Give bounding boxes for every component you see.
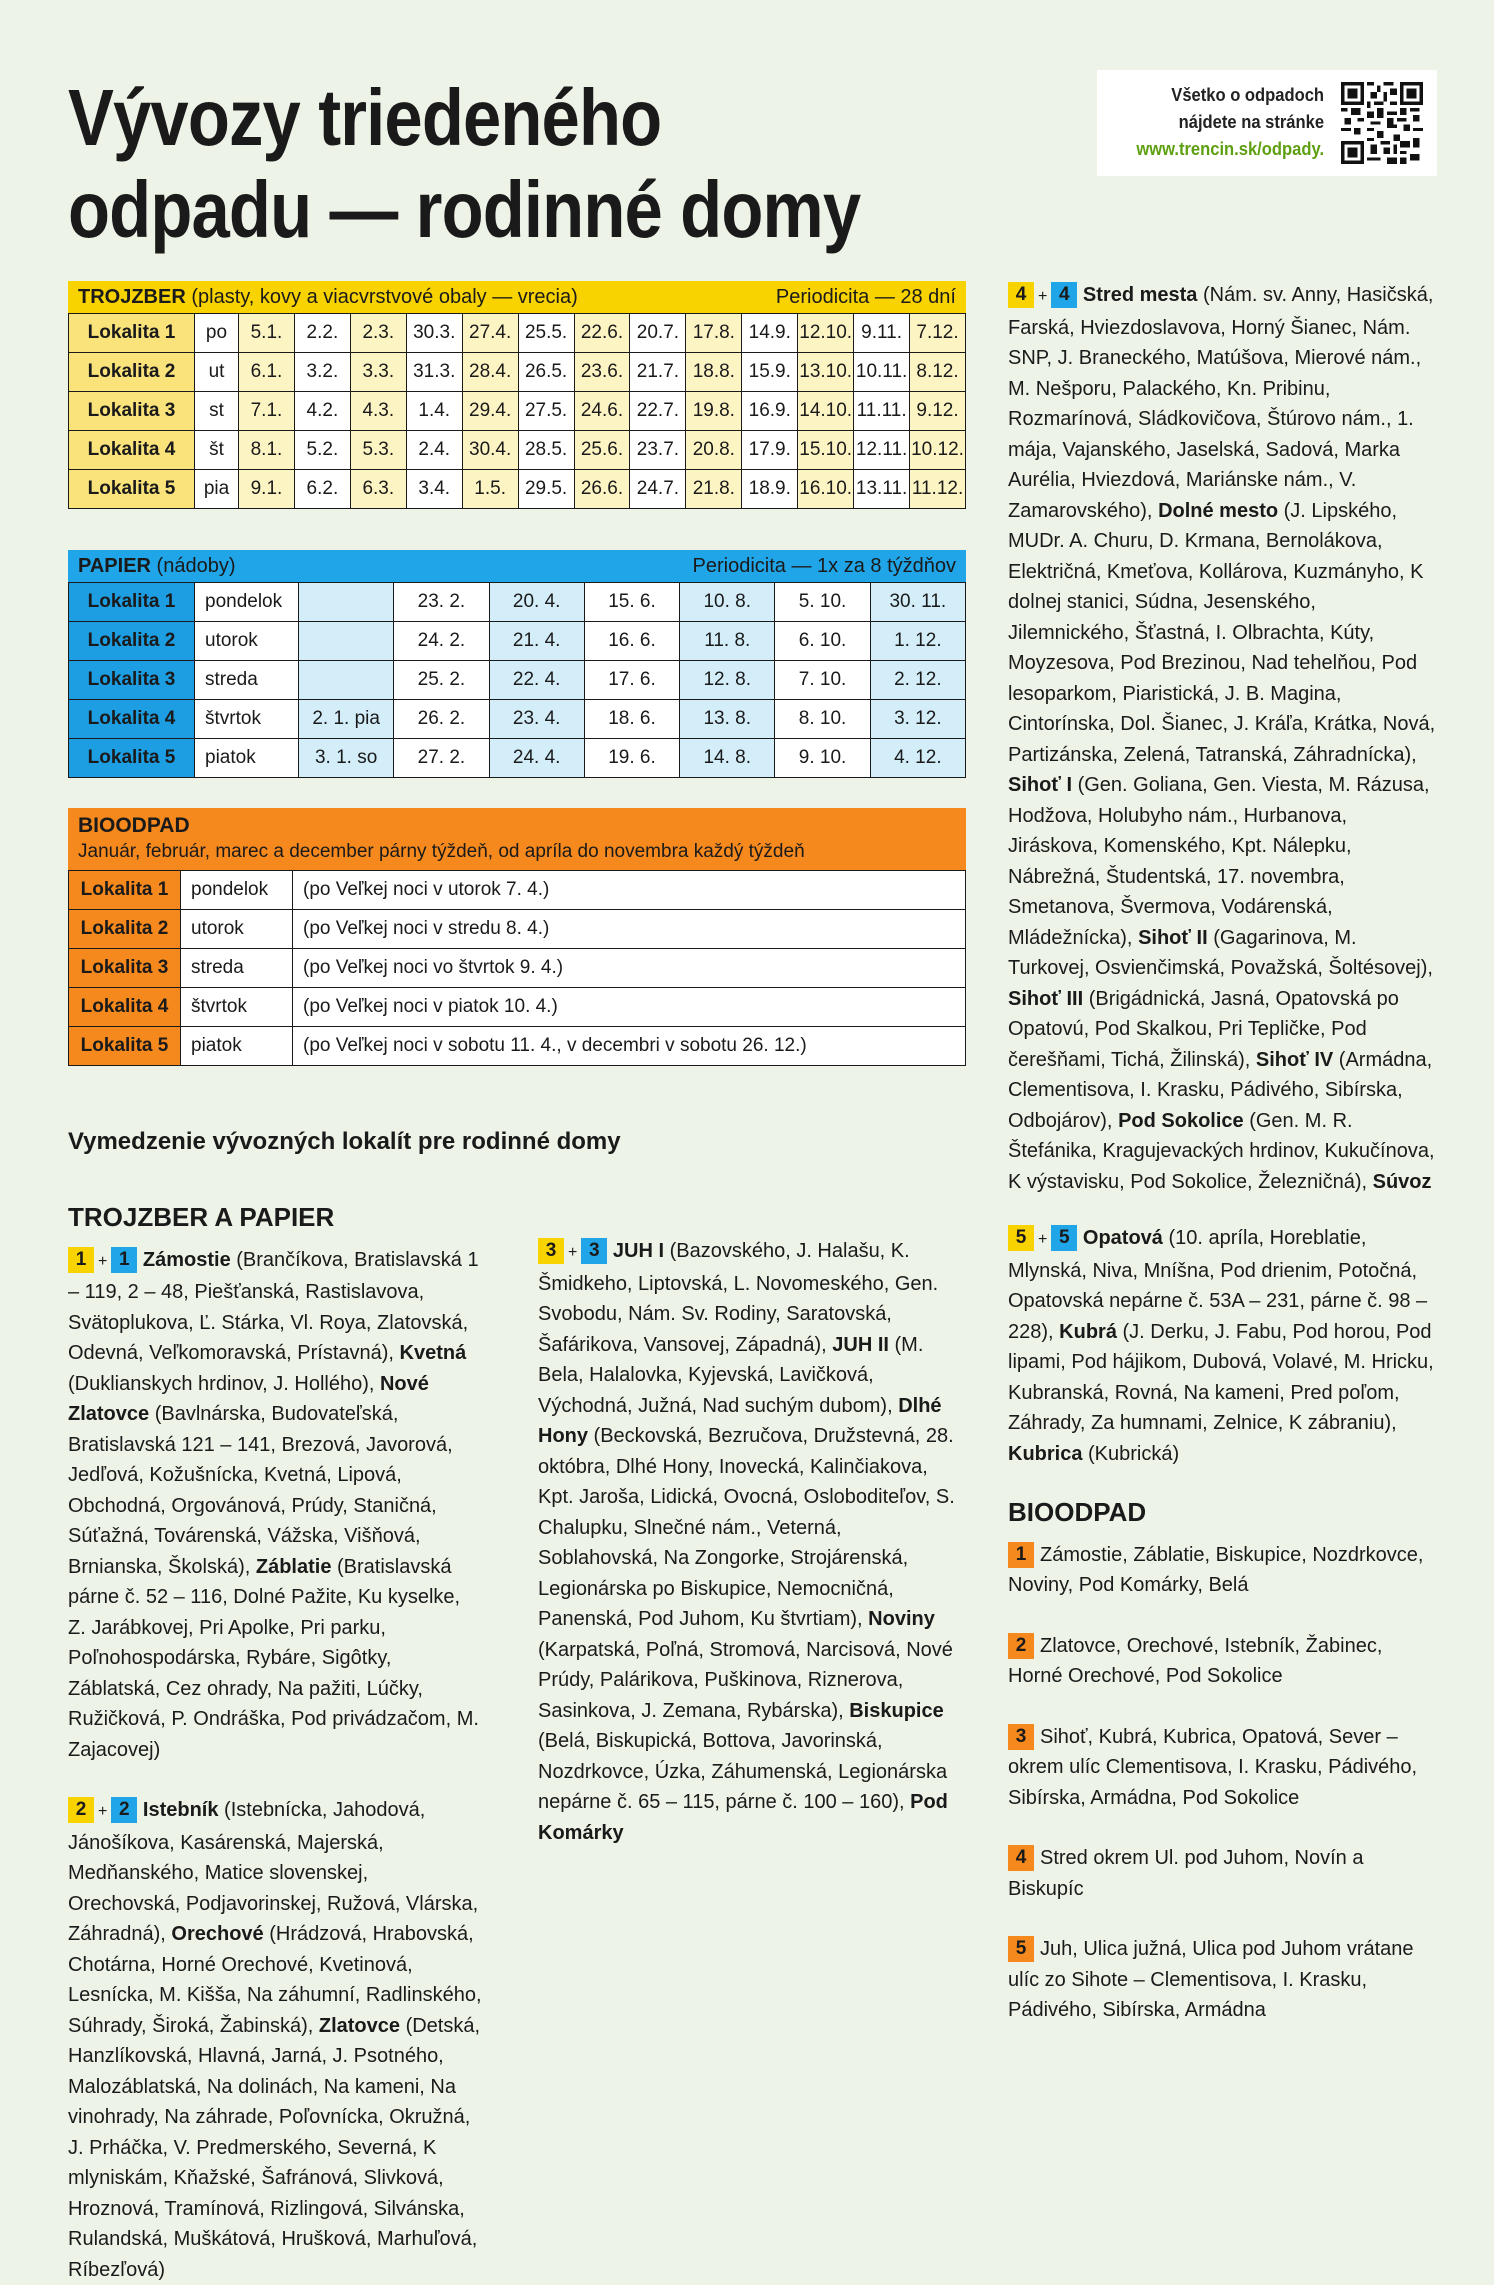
locality-label: Lokalita 4 (69, 700, 195, 739)
column-2 (538, 1236, 956, 1848)
street-list: Zámostie, Záblatie, Biskupice, Nozdrkovce, Noviny, Pod Komárky, Belá (1008, 1543, 1424, 1596)
date-cell: 12.10. (798, 314, 854, 353)
weekday-cell: štvrtok (195, 700, 299, 739)
table-row (69, 910, 966, 949)
trojzber-papier-heading: TROJZBER A PAPIER (68, 1202, 335, 1232)
weekday-cell: streda (195, 661, 299, 700)
date-cell: 6.3. (350, 470, 406, 509)
district-name: Kubrá (1059, 1320, 1117, 1343)
date-cell: 6.2. (294, 470, 350, 509)
date-cell: 23. 4. (489, 700, 584, 739)
date-cell: 15. 6. (584, 583, 679, 622)
date-cell: 15.9. (742, 353, 798, 392)
table-row (69, 739, 966, 778)
papier-table (68, 582, 966, 778)
trojzber-header (68, 281, 966, 313)
date-cell: 22.7. (630, 392, 686, 431)
district-name: Pod Sokolice (1118, 1109, 1244, 1132)
date-cell: 31.3. (406, 353, 462, 392)
weekday-cell: piatok (181, 1027, 293, 1066)
street-list: (Duklianskych hrdinov, J. Hollého), (68, 1372, 380, 1395)
district-name: Dolné mesto (1158, 499, 1279, 522)
street-list: (Bratislavská párne č. 52 – 116, Dolné Pažite, Ku kyselke, Z. Jarábkovej, Pri Apolke, Pri parku, Poľnohospodárska, Rybáre, Sigôtky, Záblatská, Cez ohrady, Na pažiti, Lúčky, Ružičková, P. Ondráška, Pod privádzačom, M. Zajacovej) (68, 1555, 479, 1761)
date-cell: 28.5. (518, 431, 574, 470)
date-cell: 4. 12. (870, 739, 965, 778)
plus-sign: + (98, 1803, 108, 1820)
date-cell: 11.12. (910, 470, 966, 509)
info-line-2: nájdete na stránke (1178, 112, 1324, 132)
title-line-2: odpadu — rodinné domy (68, 165, 861, 254)
table-row (69, 583, 966, 622)
street-list: (Bazovského, J. Halašu, K. Šmidkeho, Liptovská, L. Novomeského, Gen. Svobodu, Nám. Sv. Rodiny, Saratovská, Šafárikova, Vansovej, Západná), (538, 1240, 939, 1356)
badge-bioodpad: 5 (1008, 1936, 1034, 1962)
date-cell: 10. 8. (680, 583, 775, 622)
bioodpad-list-item (1008, 1843, 1440, 1904)
bioodpad-list-item (1008, 1631, 1440, 1692)
district-name: JUH I (612, 1240, 665, 1262)
weekday-cell: pondelok (181, 871, 293, 910)
street-list: (J. Derku, J. Fabu, Pod horou, Pod lipami, Pod hájikom, Dubová, Volavé, M. Hricku, Kubranská, Rovná, Na kameni, Pred poľom, Záhrady, Za humnami, Zelnice, K zábraniu), (1008, 1320, 1434, 1434)
street-list: (J. Lipského, MUDr. A. Churu, D. Krmana, Bernolákova, Električná, Kmeťova, Kollárova, Kuzmányho, K dolnej stanici, Súdna, Jesenského, Jilemnického, Šťastná, I. Olbrachta, Kúty, Moyzesova, Pod Brezinou, Nad tehelňou, Pod lesoparkom, Piaristická, J. B. Magina, Cintorínska, Dol. Šianec, J. Kráľa, Krátka, Nová, Partizánska, Zelená, Tatranská, Záhradnícka), (1008, 499, 1436, 766)
trojzber-table (68, 313, 966, 509)
locality-label: Lokalita 5 (69, 739, 195, 778)
date-cell: 16.10. (798, 470, 854, 509)
trojzber-section (68, 281, 966, 509)
date-cell: 27.4. (462, 314, 518, 353)
date-cell: 20. 4. (489, 583, 584, 622)
district-name: Opatová (1082, 1227, 1163, 1249)
date-cell: 2.2. (294, 314, 350, 353)
badge-trojzber: 1 (68, 1247, 94, 1273)
locality-5-streets (1008, 1223, 1440, 1469)
street-list: (Gen. M. R. Štefánika, Kragujevackých hrdinov, Kukučínova, K výstavisku, Pod Sokolice, Železničná), (1008, 1109, 1435, 1193)
district-name: Sihoť III (1008, 987, 1084, 1010)
date-cell: 18. 6. (584, 700, 679, 739)
locality-label: Lokalita 5 (69, 1027, 181, 1066)
date-cell: 15.10. (798, 431, 854, 470)
info-box (1097, 70, 1437, 176)
weekday-cell: št (195, 431, 239, 470)
district-name: Pod Komárky (538, 1791, 948, 1844)
date-cell: 25. 2. (394, 661, 489, 700)
district-name: Zlatovce (318, 2014, 401, 2037)
street-list: (Kubrická) (1082, 1442, 1180, 1465)
date-cell: 17. 6. (584, 661, 679, 700)
district-name: Stred mesta (1082, 284, 1198, 306)
date-cell: 11.11. (854, 392, 910, 431)
date-cell: 27. 2. (394, 739, 489, 778)
date-cell: 5.1. (239, 314, 295, 353)
date-cell: 21.8. (686, 470, 742, 509)
badge-papier: 1 (111, 1247, 137, 1273)
weekday-cell: piatok (195, 739, 299, 778)
date-cell: 13.10. (798, 353, 854, 392)
website-link[interactable]: www.trencin.sk/odpady. (1136, 139, 1324, 159)
date-cell: 30. 11. (870, 583, 965, 622)
date-cell: 5. 10. (775, 583, 870, 622)
date-cell: 17.8. (686, 314, 742, 353)
papier-header (68, 550, 966, 582)
date-cell: 13. 8. (680, 700, 775, 739)
column-1 (68, 1202, 483, 2285)
trojzber-name: TROJZBER (78, 286, 186, 308)
locality-label: Lokalita 1 (69, 871, 181, 910)
note-cell: (po Veľkej noci v stredu 8. 4.) (293, 910, 966, 949)
locality-label: Lokalita 3 (69, 392, 195, 431)
badge-bioodpad: 2 (1008, 1633, 1034, 1659)
date-cell: 3.4. (406, 470, 462, 509)
district-name: Kubrica (1008, 1442, 1083, 1465)
date-cell: 8.1. (239, 431, 295, 470)
bioodpad-table (68, 870, 966, 1066)
title-line-1: Vývozy triedeného (68, 73, 662, 162)
date-cell: 25.5. (518, 314, 574, 353)
table-row (69, 1027, 966, 1066)
date-cell: 25.6. (574, 431, 630, 470)
locality-label: Lokalita 1 (69, 314, 195, 353)
date-cell: 12. 8. (680, 661, 775, 700)
locality-3-streets (538, 1236, 956, 1848)
street-list: (Nám. sv. Anny, Hasičská, Farská, Hviezdoslavova, Horný Šianec, Nám. SNP, J. Braneckého, Matúšova, Mierové nám., M. Nešporu, Palackého, Kn. Pribinu, Rozmarínová, Sládkovičova, Štúrovo nám., 1. mája, Vajanského, Jaselská, Sadová, Marka Aurélia, Hviezdová, Mariánske nám., V. Zamarovského), (1008, 284, 1434, 522)
date-cell: 28.4. (462, 353, 518, 392)
date-cell: 22. 4. (489, 661, 584, 700)
plus-sign: + (98, 1252, 108, 1270)
info-text (1136, 82, 1324, 163)
date-cell: 18.8. (686, 353, 742, 392)
date-cell: 5.3. (350, 431, 406, 470)
street-list: (Belá, Biskupická, Bottova, Javorinská, Nozdrkovce, Úzka, Záhumenská, Legionárska nepárne č. 65 – 115, párne č. 100 – 160), (538, 1730, 948, 1813)
date-cell: 6. 10. (775, 622, 870, 661)
bioodpad-list-item (1008, 1722, 1440, 1814)
date-cell: 2. 12. (870, 661, 965, 700)
locality-label: Lokalita 3 (69, 949, 181, 988)
badge-trojzber: 4 (1008, 282, 1034, 308)
date-cell: 27.5. (518, 392, 574, 431)
qr-code-icon[interactable] (1341, 82, 1423, 164)
trojzber-note: (plasty, kovy a viacvrstvové obaly — vrecia) (191, 286, 578, 308)
date-cell: 16.9. (742, 392, 798, 431)
bioodpad-list (1008, 1540, 1440, 2026)
locality-label: Lokalita 4 (69, 988, 181, 1027)
date-cell: 11. 8. (680, 622, 775, 661)
weekday-cell: ut (195, 353, 239, 392)
table-row (69, 949, 966, 988)
date-cell: 18.9. (742, 470, 798, 509)
weekday-cell: utorok (181, 910, 293, 949)
bioodpad-note: Január, február, marec a december párny týždeň, od apríla do novembra každý týždeň (78, 841, 805, 862)
date-cell: 26.6. (574, 470, 630, 509)
date-cell: 23. 2. (394, 583, 489, 622)
date-cell: 29.5. (518, 470, 574, 509)
badge-bioodpad: 3 (1008, 1724, 1034, 1750)
date-cell: 30.3. (406, 314, 462, 353)
date-cell: 24.6. (574, 392, 630, 431)
date-cell: 1. 12. (870, 622, 965, 661)
district-name: Zámostie (142, 1248, 231, 1271)
table-row (69, 314, 966, 353)
definitions-heading: Vymedzenie vývozných lokalít pre rodinné domy (68, 1128, 621, 1155)
locality-label: Lokalita 1 (69, 583, 195, 622)
date-cell: 7. 10. (775, 661, 870, 700)
date-cell: 14.10. (798, 392, 854, 431)
note-cell: (po Veľkej noci v sobotu 11. 4., v decembri v sobotu 26. 12.) (293, 1027, 966, 1066)
street-list: (Istebnícka, Jahodová, Jánošíkova, Kasárenská, Majerská, Medňanského, Matice slovenskej, Orechovská, Podjavorinskej, Ružová, Vlárska, Záhradná), (68, 1799, 479, 1945)
bioodpad-header (68, 808, 966, 870)
date-cell: 26. 2. (394, 700, 489, 739)
bioodpad-list-item (1008, 1540, 1440, 1601)
badge-bioodpad: 4 (1008, 1845, 1034, 1871)
district-name: Sihoť I (1008, 774, 1073, 796)
table-row (69, 392, 966, 431)
locality-label: Lokalita 4 (69, 431, 195, 470)
papier-name: PAPIER (78, 555, 151, 577)
weekday-cell: st (195, 392, 239, 431)
table-row (69, 661, 966, 700)
locality-label: Lokalita 2 (69, 353, 195, 392)
district-name: JUH II (832, 1333, 889, 1356)
date-cell: 3. 12. (870, 700, 965, 739)
street-list: Zlatovce, Orechové, Istebník, Žabinec, Horné Orechové, Pod Sokolice (1008, 1634, 1383, 1687)
date-cell: 2. 1. pia (299, 700, 394, 739)
note-cell: (po Veľkej noci v piatok 10. 4.) (293, 988, 966, 1027)
date-cell: 21. 4. (489, 622, 584, 661)
date-cell: 24. 2. (394, 622, 489, 661)
date-cell: 9. 10. (775, 739, 870, 778)
date-cell: 21.7. (630, 353, 686, 392)
date-cell (299, 583, 394, 622)
date-cell: 4.2. (294, 392, 350, 431)
page-title (68, 72, 894, 256)
street-list: (M. Bela, Halalovka, Kyjevská, Lavičková, Východná, Južná, Nad suchým dubom), (538, 1333, 924, 1417)
papier-section (68, 550, 966, 778)
date-cell: 4.3. (350, 392, 406, 431)
date-cell: 14.9. (742, 314, 798, 353)
date-cell: 5.2. (294, 431, 350, 470)
plus-sign: + (1038, 1231, 1048, 1248)
date-cell: 19.8. (686, 392, 742, 431)
date-cell: 10.12. (910, 431, 966, 470)
date-cell: 6.1. (239, 353, 295, 392)
date-cell: 24.7. (630, 470, 686, 509)
street-list: (Brigádnická, Jasná, Opatovská po Opatovú, Pod Skalkou, Pri Tepličke, Pod čerešňami, Tichá, Žilinská), (1008, 987, 1399, 1071)
date-cell: 20.7. (630, 314, 686, 353)
badge-papier: 5 (1051, 1225, 1077, 1251)
date-cell: 17.9. (742, 431, 798, 470)
date-cell (299, 622, 394, 661)
locality-label: Lokalita 2 (69, 622, 195, 661)
bioodpad-list-item (1008, 1934, 1440, 2026)
date-cell: 3.3. (350, 353, 406, 392)
locality-2-streets (68, 1795, 483, 2285)
district-name: Orechové (171, 1923, 264, 1945)
date-cell: 23.7. (630, 431, 686, 470)
street-list: (10. apríla, Horeblatie, Mlynská, Niva, Mníšna, Pod drienim, Potočná, Opatovská nepárne č. 53A – 231, párne č. 98 – 228), (1008, 1227, 1428, 1343)
street-list: Juh, Ulica južná, Ulica pod Juhom vrátane ulíc zo Sihote – Clementisova, I. Krasku, Pádivého, Sibírska, Armádna (1008, 1938, 1414, 2021)
date-cell: 8.12. (910, 353, 966, 392)
badge-papier: 3 (581, 1238, 607, 1264)
street-list: (Armádna, Clementisova, I. Krasku, Pádivého, Sibírska, Odbojárov), (1008, 1048, 1433, 1132)
street-list: Stred okrem Ul. pod Juhom, Novín a Biskupíc (1008, 1847, 1364, 1900)
plus-sign: + (568, 1244, 578, 1261)
district-name: Nové Zlatovce (68, 1372, 429, 1425)
date-cell: 23.6. (574, 353, 630, 392)
district-name: Záblatie (255, 1555, 332, 1578)
date-cell: 26.5. (518, 353, 574, 392)
weekday-cell: utorok (195, 622, 299, 661)
weekday-cell: pia (195, 470, 239, 509)
table-row (69, 700, 966, 739)
note-cell: (po Veľkej noci v utorok 7. 4.) (293, 871, 966, 910)
date-cell: 20.8. (686, 431, 742, 470)
table-row (69, 470, 966, 509)
date-cell: 12.11. (854, 431, 910, 470)
date-cell: 3.2. (294, 353, 350, 392)
date-cell: 10.11. (854, 353, 910, 392)
date-cell: 29.4. (462, 392, 518, 431)
badge-papier: 4 (1051, 282, 1077, 308)
district-name: Sihoť IV (1255, 1048, 1334, 1071)
date-cell: 24. 4. (489, 739, 584, 778)
date-cell: 3. 1. so (299, 739, 394, 778)
date-cell: 22.6. (574, 314, 630, 353)
date-cell: 2.3. (350, 314, 406, 353)
district-name: Súvoz (1372, 1170, 1432, 1193)
bioodpad-section (68, 808, 966, 1066)
street-list: (Gen. Goliana, Gen. Viesta, M. Rázusa, Hodžova, Holubyho nám., Hurbanova, Jiráskova, Komenského, Kpt. Nálepku, Nábrežná, Študentská, 17. novembra, Smetanova, Švermova, Vodárenská, Mládežnícka), (1008, 774, 1430, 949)
weekday-cell: po (195, 314, 239, 353)
bioodpad-list-heading: BIOODPAD (1008, 1497, 1147, 1527)
bioodpad-name: BIOODPAD (78, 814, 190, 837)
papier-note: (nádoby) (156, 555, 236, 577)
street-list: (Beckovská, Bezručova, Družstevná, 28. októbra, Dlhé Hony, Inovecká, Kalinčiakova, Kpt. Jaroša, Lidická, Ovocná, Osloboditeľov, S. Chalupku, Slnečné nám., Veterná, Soblahovská, Na Zongorke, Strojárenská, Legionárska po Biskupice, Nemocničná, Panenská, Pod Juhom, Ku štvrtiam), (538, 1425, 955, 1630)
date-cell: 30.4. (462, 431, 518, 470)
district-name: Sihoť II (1138, 926, 1208, 949)
badge-trojzber: 3 (538, 1238, 564, 1264)
table-row (69, 622, 966, 661)
date-cell: 9.1. (239, 470, 295, 509)
locality-label: Lokalita 5 (69, 470, 195, 509)
badge-trojzber: 5 (1008, 1225, 1034, 1251)
table-row (69, 988, 966, 1027)
badge-trojzber: 2 (68, 1797, 94, 1823)
table-row (69, 353, 966, 392)
plus-sign: + (1038, 288, 1048, 305)
date-cell: 16. 6. (584, 622, 679, 661)
weekday-cell: štvrtok (181, 988, 293, 1027)
street-list: Sihoť, Kubrá, Kubrica, Opatová, Sever – okrem ulíc Clementisova, I. Krasku, Pádivého, Sibírska, Armádna, Pod Sokolice (1008, 1725, 1418, 1809)
date-cell: 2.4. (406, 431, 462, 470)
badge-bioodpad: 1 (1008, 1542, 1034, 1568)
date-cell: 1.5. (462, 470, 518, 509)
date-cell (299, 661, 394, 700)
street-list: (Hrádzová, Hrabovská, Chotárna, Horné Orechové, Kvetinová, Lesnícka, M. Kišša, Na záhumní, Radlinského, Súhrady, Široká, Žabinská), (68, 1923, 482, 2037)
date-cell: 1.4. (406, 392, 462, 431)
street-list: (Karpatská, Poľná, Stromová, Narcisová, Nové Prúdy, Palárikova, Puškinova, Riznerova, Sasinkova, J. Zemana, Rybárska), (538, 1638, 953, 1722)
street-list: (Bavlnárska, Budovateľská, Bratislavská 121 – 141, Brezová, Javorová, Jedľová, Kožušnícka, Kvetná, Lipová, Obchodná, Orgovánová, Prúdy, Staničná, Súťažná, Továrenská, Vážska, Višňová, Brnianska, Školská), (68, 1403, 453, 1578)
district-name: Biskupice (849, 1699, 944, 1722)
locality-label: Lokalita 3 (69, 661, 195, 700)
district-name: Istebník (142, 1799, 219, 1821)
date-cell: 14. 8. (680, 739, 775, 778)
badge-papier: 2 (111, 1797, 137, 1823)
trojzber-periodicity: Periodicita — 28 dní (775, 286, 956, 308)
street-list: (Gagarinova, M. Turkovej, Osvienčimská, Považská, Šoltésovej), (1008, 926, 1433, 979)
street-list: (Brančíkova, Bratislavská 1 – 119, 2 – 48, Piešťanská, Rastislavova, Svätoplukova, Ľ. Stárka, Vl. Roya, Zlatovská, Odevná, Veľkomoravská, Prístavná), (68, 1248, 479, 1364)
district-name: Noviny (868, 1608, 935, 1630)
locality-4-streets (1008, 280, 1440, 1197)
locality-1-streets (68, 1245, 483, 1766)
weekday-cell: pondelok (195, 583, 299, 622)
papier-periodicity: Periodicita — 1x za 8 týždňov (692, 555, 956, 577)
date-cell: 7.1. (239, 392, 295, 431)
date-cell: 9.11. (854, 314, 910, 353)
date-cell: 13.11. (854, 470, 910, 509)
weekday-cell: streda (181, 949, 293, 988)
district-name: Kvetná (399, 1342, 467, 1364)
date-cell: 9.12. (910, 392, 966, 431)
street-list: (Detská, Hanzlíkovská, Hlavná, Jarná, J. Psotného, Malozáblatská, Na dolinách, Na kameni, Na vinohrady, Na záhrade, Poľovnícka, Okružná, J. Prháčka, V. Predmerského, Severná, K mlyniskám, Kňažské, Šafránová, Slivková, Hroznová, Tramínová, Rizlingová, Silvánska, Rulandská, Muškátová, Hrušková, Marhuľová, Ríbezľová) (68, 2014, 481, 2281)
district-name: Dlhé Hony (538, 1394, 942, 1447)
date-cell: 7.12. (910, 314, 966, 353)
table-row (69, 431, 966, 470)
table-row (69, 871, 966, 910)
info-line-1: Všetko o odpadoch (1171, 85, 1324, 105)
date-cell: 8. 10. (775, 700, 870, 739)
date-cell: 19. 6. (584, 739, 679, 778)
note-cell: (po Veľkej noci vo štvrtok 9. 4.) (293, 949, 966, 988)
column-3 (1008, 280, 1440, 2056)
locality-label: Lokalita 2 (69, 910, 181, 949)
